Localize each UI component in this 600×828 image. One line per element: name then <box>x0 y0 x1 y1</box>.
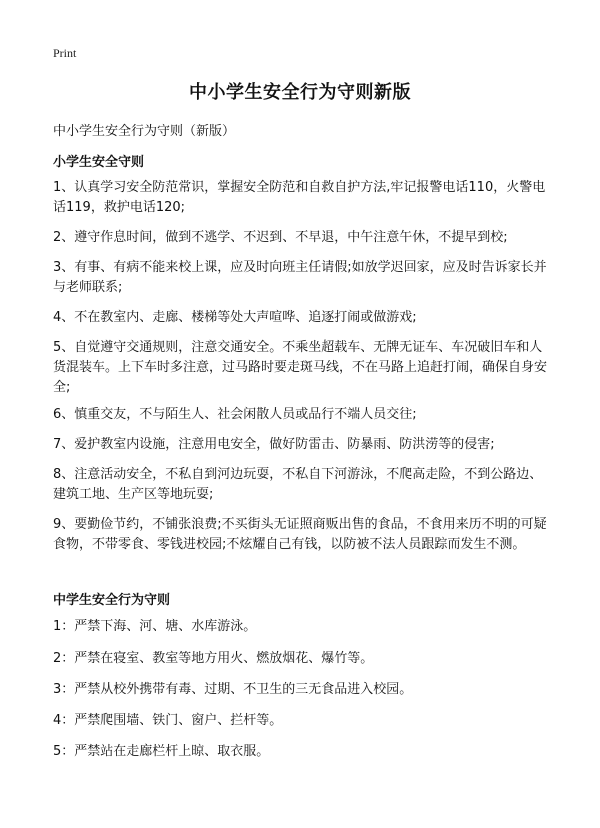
section-heading-secondary: 中学生安全行为守则 <box>53 593 171 608</box>
list-item: 3：严禁从校外携带有毒、过期、不卫生的三无食品进入校园。 <box>53 682 413 697</box>
list-item: 8、注意活动安全，不私自到河边玩耍，不私自下河游泳，不爬高走险，不到公路边、建筑工地、生产区等地玩耍; <box>53 467 543 502</box>
list-item: 4、不在教室内、走廊、楼梯等处大声喧哗、追逐打闹或做游戏; <box>53 310 417 325</box>
print-label: Print <box>53 46 77 60</box>
list-item: 6、慎重交友，不与陌生人、社会闲散人员或品行不端人员交往; <box>53 407 417 422</box>
page-subtitle: 中小学生安全行为守则（新版） <box>53 124 236 139</box>
page-title: 中小学生安全行为守则新版 <box>189 82 411 103</box>
section-heading-primary: 小学生安全守则 <box>53 155 145 170</box>
list-item: 9、要勤俭节约，不铺张浪费;不买街头无证照商贩出售的食品，不食用来历不明的可疑食物，不带零食、零钱进校园;不炫耀自己有钱，以防被不法人员跟踪而发生不测。 <box>53 517 547 552</box>
list-item: 5：严禁站在走廊栏杆上晾、取衣服。 <box>53 744 270 759</box>
list-item: 4：严禁爬围墙、铁门、窗户、拦杆等。 <box>53 713 283 728</box>
list-item: 2：严禁在寝室、教室等地方用火、燃放烟花、爆竹等。 <box>53 651 374 666</box>
list-item: 3、有事、有病不能来校上课，应及时向班主任请假;如放学迟回家，应及时告诉家长并与老师联系; <box>53 260 547 295</box>
list-item: 7、爱护教室内设施，注意用电安全，做好防雷击、防暴雨、防洪涝等的侵害; <box>53 437 495 452</box>
list-item: 5、自觉遵守交通规则，注意交通安全。不乘坐超载车、无牌无证车、车况破旧车和人货混装车。上下车时多注意，过马路时要走斑马线，不在马路上追赶打闹，确保自身安全; <box>53 340 548 395</box>
list-item: 1、认真学习安全防范常识，掌握安全防范和自救自护方法,牢记报警电话110，火警电话119，救护电话120; <box>53 180 546 215</box>
list-item: 2、遵守作息时间，做到不逃学、不迟到、不早退，中午注意午休，不提早到校; <box>53 230 508 245</box>
list-item: 1：严禁下海、河、塘、水库游泳。 <box>53 619 257 634</box>
